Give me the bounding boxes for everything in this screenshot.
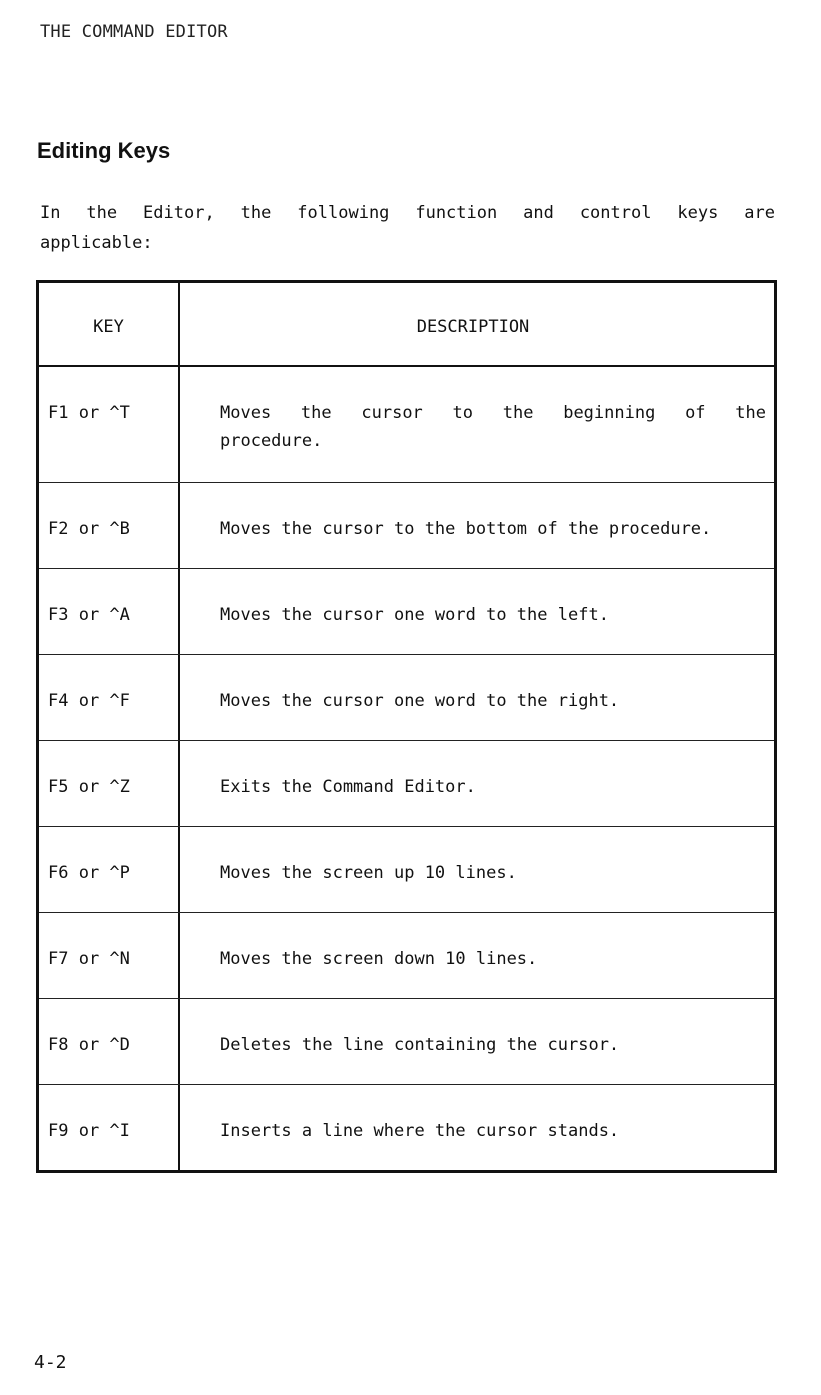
key-cell: F6 or ^P bbox=[39, 827, 180, 912]
running-head: THE COMMAND EDITOR bbox=[40, 22, 228, 42]
key-cell: F3 or ^A bbox=[39, 569, 180, 654]
key-cell: F8 or ^D bbox=[39, 999, 180, 1084]
table-header-row bbox=[39, 283, 774, 367]
table-row bbox=[39, 654, 774, 740]
description-cell: Deletes the line containing the cursor. bbox=[220, 1035, 620, 1055]
description-cell: Moves the cursor to the bottom of the procedure. bbox=[220, 519, 712, 539]
key-cell: F9 or ^I bbox=[39, 1085, 180, 1170]
description-cell: Inserts a line where the cursor stands. bbox=[220, 1121, 620, 1141]
description-cell: Moves the cursor to the beginning of the procedure. bbox=[220, 403, 766, 451]
table-row bbox=[39, 740, 774, 826]
key-cell: F7 or ^N bbox=[39, 913, 180, 998]
table-row bbox=[39, 998, 774, 1084]
intro-paragraph: In the Editor, the following function and control keys are applicable: bbox=[40, 203, 775, 253]
description-cell: Exits the Command Editor. bbox=[220, 777, 476, 797]
key-cell: F2 or ^B bbox=[39, 483, 180, 568]
description-cell: Moves the cursor one word to the left. bbox=[220, 605, 609, 625]
table-row bbox=[39, 1084, 774, 1170]
table-row bbox=[39, 568, 774, 654]
key-column-header: KEY bbox=[39, 283, 180, 365]
description-cell: Moves the screen down 10 lines. bbox=[220, 949, 538, 969]
editing-keys-table bbox=[36, 280, 777, 1173]
key-cell: F4 or ^F bbox=[39, 655, 180, 740]
section-title: Editing Keys bbox=[37, 138, 171, 163]
page-number: 4-2 bbox=[34, 1352, 67, 1373]
description-cell: Moves the screen up 10 lines. bbox=[220, 863, 517, 883]
key-cell: F1 or ^T bbox=[39, 367, 180, 482]
table-row bbox=[39, 912, 774, 998]
table-row bbox=[39, 826, 774, 912]
description-cell: Moves the cursor one word to the right. bbox=[220, 691, 620, 711]
table-row bbox=[39, 482, 774, 568]
table-row bbox=[39, 367, 774, 482]
key-cell: F5 or ^Z bbox=[39, 741, 180, 826]
description-column-header: DESCRIPTION bbox=[416, 317, 530, 337]
